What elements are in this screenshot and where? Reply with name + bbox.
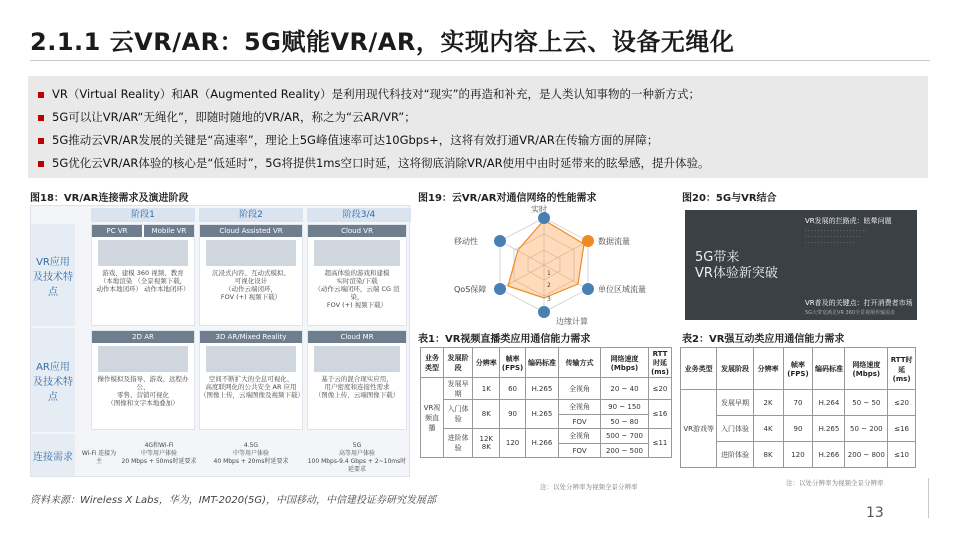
page-corner-line	[928, 478, 929, 518]
table-cell: 全视角	[559, 378, 601, 400]
page-number: 13	[866, 505, 884, 521]
cloud-mr-glasses-image	[314, 346, 400, 372]
table-cell: 90 ~ 150	[600, 400, 648, 415]
fig18-cell-head: Cloud Assisted VR	[200, 225, 302, 237]
table-cell: 120	[500, 429, 525, 458]
fig18-ar-cell-3	[307, 330, 407, 430]
fig18-stage-1: 阶段1	[91, 208, 195, 222]
table-cell: ≤16	[648, 400, 671, 429]
table-cell: 进阶体验	[717, 442, 753, 468]
bullet-text: 5G可以让VR/AR“无绳化”，即随时随地的VR/AR，称之为“云AR/VR”；	[52, 110, 416, 124]
page-title: 2.1.1 云VR/AR：5G赋能VR/AR，实现内容上云、设备无绳化	[30, 28, 735, 56]
fig20-heading: VR普及的关键点：打开消费者市场	[805, 299, 913, 307]
radar-axis-label: 单位区域流量	[598, 285, 646, 294]
fig18-ar-cell-2	[199, 330, 303, 430]
fig20-caption: 图20：5G与VR结合	[682, 193, 777, 204]
qos-icon	[494, 283, 506, 295]
bullet-square-icon	[38, 161, 44, 167]
bullet-item	[38, 83, 918, 106]
fig20-headline	[695, 250, 778, 282]
table1-header: 业务类型	[421, 348, 444, 378]
table1	[420, 347, 672, 458]
fig20-headline-line1: 5G带来	[695, 250, 740, 265]
table-row	[681, 390, 916, 416]
table-cell: 全视角	[559, 429, 601, 444]
fig18-cell-head: Cloud VR	[308, 225, 406, 237]
ar-glasses-image	[98, 346, 188, 372]
table-cell: 8K	[753, 442, 783, 468]
table-cell: FOV	[559, 444, 601, 458]
table-cell: 发展早期	[443, 378, 472, 400]
cloud-assisted-vr-image	[206, 240, 296, 266]
fig18-vr-cell-2	[199, 224, 303, 326]
fig18-cell-head: 3D AR/Mixed Reality	[200, 331, 302, 343]
radar-axis-label: QoS保障	[454, 285, 487, 294]
radar-axis-label: 数据流量	[598, 237, 630, 246]
table-cell: 入门体验	[717, 416, 753, 442]
fig18-stage-2: 阶段2	[199, 208, 303, 222]
fig18-cell-text: 空间不断扩大的全息可视化、 高度联网化的公共安全 AR 应用 （图像上传，云端图像及视频下载）	[200, 375, 304, 399]
table1-header: RTT时延(ms)	[648, 348, 671, 378]
bullet-text: 5G推动云VR/AR发展的关键是“高速率”，理论上5G峰值速率可达10Gbps+，这将有效打通VR/AR在传输方面的屏障；	[52, 133, 659, 147]
bullet-square-icon	[38, 138, 44, 144]
fig18-connect-2: 4G和Wi-Fi 中等用户体验 20 Mbps + 50ms时延要求	[121, 442, 197, 465]
fig18-connect-4: 5G 高等用户体验 100 Mbps-9.4 Gbps + 2~10ms时延要求	[307, 442, 407, 473]
table-cell: 12K 8K	[473, 429, 500, 458]
fig18-stage-3: 阶段3/4	[307, 208, 411, 222]
radar-area	[508, 220, 584, 298]
fig18-cell-text: 游戏、建模 360 视频、教育 （本地渲染 （全景视频下载， 动作本地闭环） 动作本地闭环）	[96, 269, 190, 293]
edge-computing-icon	[538, 306, 550, 318]
fig18-row-label-vr: VR应用 及技术特点	[31, 224, 75, 326]
fig18-cell-head: Cloud MR	[308, 331, 406, 343]
fig18-cell-head: PC VR	[92, 225, 142, 237]
table-row	[421, 400, 672, 415]
table1-header: 传输方式	[559, 348, 601, 378]
title-divider	[30, 60, 930, 61]
table-cell: ≤16	[888, 416, 916, 442]
table2-business: VR游戏等	[681, 390, 717, 468]
radar-axis-label: 实时	[531, 205, 547, 214]
table1-header: 分辨率	[473, 348, 500, 378]
table2-header: 网络速度(Mbps)	[845, 348, 888, 390]
table-cell: H.264	[813, 390, 845, 416]
table-cell: 50 ~ 80	[600, 415, 648, 429]
table-cell: ≤20	[648, 378, 671, 400]
table-cell: 8K	[473, 400, 500, 429]
fig18-ar-cell-1	[91, 330, 195, 430]
fig18-caption: 图18：VR/AR连接需求及演进阶段	[30, 193, 189, 204]
fig19-caption: 图19：云VR/AR对通信网络的性能需求	[418, 193, 597, 204]
table-cell: 90	[783, 416, 813, 442]
table-cell: 进阶体验	[443, 429, 472, 458]
bullet-panel	[28, 76, 928, 178]
bullet-text: 5G优化云VR/AR体验的核心是“低延时”，5G将提供1ms空口时延，这将彻底消除VR/AR使用中由时延带来的眩晕感，提升体验。	[52, 156, 710, 170]
table-cell: 120	[783, 442, 813, 468]
table-cell: 4K	[753, 416, 783, 442]
fig18-row-label-ar: AR应用 及技术特点	[31, 328, 75, 432]
fig18-row-label-connect: 连接需求	[31, 434, 75, 476]
table-cell: H.266	[525, 429, 558, 458]
fig20-headline-line2: VR体验新突破	[695, 266, 778, 281]
table2	[680, 347, 916, 468]
table2-note: 注：以处分辨率为视频全景分辨率	[786, 479, 884, 487]
table2-header: 业务类型	[681, 348, 717, 390]
fig18-cell-text: 沉浸式内容、互动式模拟、 可视化设计 （动作云端闭环， FOV (+) 视频下载）	[212, 269, 290, 301]
table-cell: H.265	[525, 400, 558, 429]
radar-axis-label: 移动性	[454, 237, 478, 246]
fig20-heading: VR发展的拦路虎：眩晕问题	[805, 217, 892, 225]
table-cell: H.266	[813, 442, 845, 468]
cloud-vr-image	[314, 240, 400, 266]
table-row	[421, 378, 672, 400]
fig18-vr-ar-stages	[30, 205, 410, 477]
table-cell: 全视角	[559, 400, 601, 415]
table-cell: 20 ~ 40	[600, 378, 648, 400]
radar-tick-label: 1	[547, 270, 551, 277]
table2-header: 编码标准	[813, 348, 845, 390]
fig18-cell-text: 操作模拟及指导、游戏、远程办公、 零售、营销可视化 （图像和文字本地叠加）	[97, 375, 189, 407]
pc-vr-headset-image	[98, 240, 188, 266]
table1-header: 帧率(FPS)	[500, 348, 525, 378]
table-cell: 入门体验	[443, 400, 472, 429]
radar-tick-label: 3	[547, 296, 551, 303]
table-cell: 发展早期	[717, 390, 753, 416]
table-cell: ≤11	[648, 429, 671, 458]
table2-header: 发展阶段	[717, 348, 753, 390]
table-cell: 200 ~ 800	[845, 442, 888, 468]
fig19-radar-chart	[418, 204, 670, 328]
bullet-text: VR（Virtual Reality）和AR（Augmented Reality）是利用现代科技对“现实”的再造和补充，是人类认知事物的一种新方式；	[52, 87, 701, 101]
fig18-connect-1: Wi-Fi 连接为主	[81, 450, 117, 465]
fig18-cell-text: 基于云的混合现实应用， 用户密度和连接性需求 （图像上传，云端图像下载）	[314, 375, 400, 399]
radar-tick-label: 2	[547, 282, 551, 289]
radar-svg	[418, 204, 670, 328]
data-traffic-icon	[582, 235, 594, 247]
table2-header: RTT时延(ms)	[888, 348, 916, 390]
table-cell: H.265	[525, 378, 558, 400]
source-note: 资料来源：Wireless X Labs，华为，IMT-2020(5G)，中国移动，中信建投证券研究发展部	[30, 495, 436, 506]
fig20-5g-vr-image	[685, 210, 917, 320]
table-row	[421, 429, 672, 444]
fig18-connect-3: 4.5G 中等用户体验 40 Mbps + 20ms时延要求	[213, 442, 289, 465]
area-traffic-icon	[582, 283, 594, 295]
table-cell: 90	[500, 400, 525, 429]
table-cell: 500 ~ 700	[600, 429, 648, 444]
table-cell: 50 ~ 50	[845, 390, 888, 416]
table-cell: 200 ~ 500	[600, 444, 648, 458]
table1-business: VR视频直播	[421, 378, 444, 458]
fig20-small-text: 5G大带宽满足VR 360全景视频传输需求	[805, 310, 896, 316]
bullet-item	[38, 106, 918, 129]
fig20-small-text: · · · · · · · · · · · · · · · · · · · · · · · · · · · · · · · · · · · · · · · · · · · · · · · · · · · · · ·	[805, 228, 867, 246]
fig18-cell-head: Mobile VR	[144, 225, 194, 237]
table-cell: H.265	[813, 416, 845, 442]
bullet-square-icon	[38, 92, 44, 98]
table-cell: ≤20	[888, 390, 916, 416]
fig18-vr-cell-1	[91, 224, 195, 326]
table2-header: 分辨率	[753, 348, 783, 390]
table-cell: 60	[500, 378, 525, 400]
table-cell: 1K	[473, 378, 500, 400]
table2-header: 帧率(FPS)	[783, 348, 813, 390]
table-cell: ≤10	[888, 442, 916, 468]
table1-note: 注：以处分辨率为视频全景分辨率	[540, 483, 638, 491]
mobility-icon	[494, 235, 506, 247]
fig18-cell-text: 超高体验的游戏和建模 实时渲染/下载 （动作云端闭环，云端 CG 渲染， FOV (+) 视频下载）	[314, 269, 400, 309]
table1-header: 网络速度(Mbps)	[600, 348, 648, 378]
table-cell: 2K	[753, 390, 783, 416]
table1-header: 编码标准	[525, 348, 558, 378]
fig18-cell-head: 2D AR	[92, 331, 194, 343]
bullet-item	[38, 152, 918, 175]
table-cell: FOV	[559, 415, 601, 429]
fig18-vr-cell-3	[307, 224, 407, 326]
bullet-item	[38, 129, 918, 152]
table1-header: 发展阶段	[443, 348, 472, 378]
table1-caption: 表1：VR视频直播类应用通信能力需求	[418, 334, 591, 345]
mixed-reality-headset-image	[206, 346, 296, 372]
radar-axis-label: 边缘计算	[556, 317, 588, 326]
table-cell: 50 ~ 200	[845, 416, 888, 442]
bullet-square-icon	[38, 115, 44, 121]
table2-caption: 表2：VR强互动类应用通信能力需求	[682, 334, 845, 345]
table-cell: 70	[783, 390, 813, 416]
